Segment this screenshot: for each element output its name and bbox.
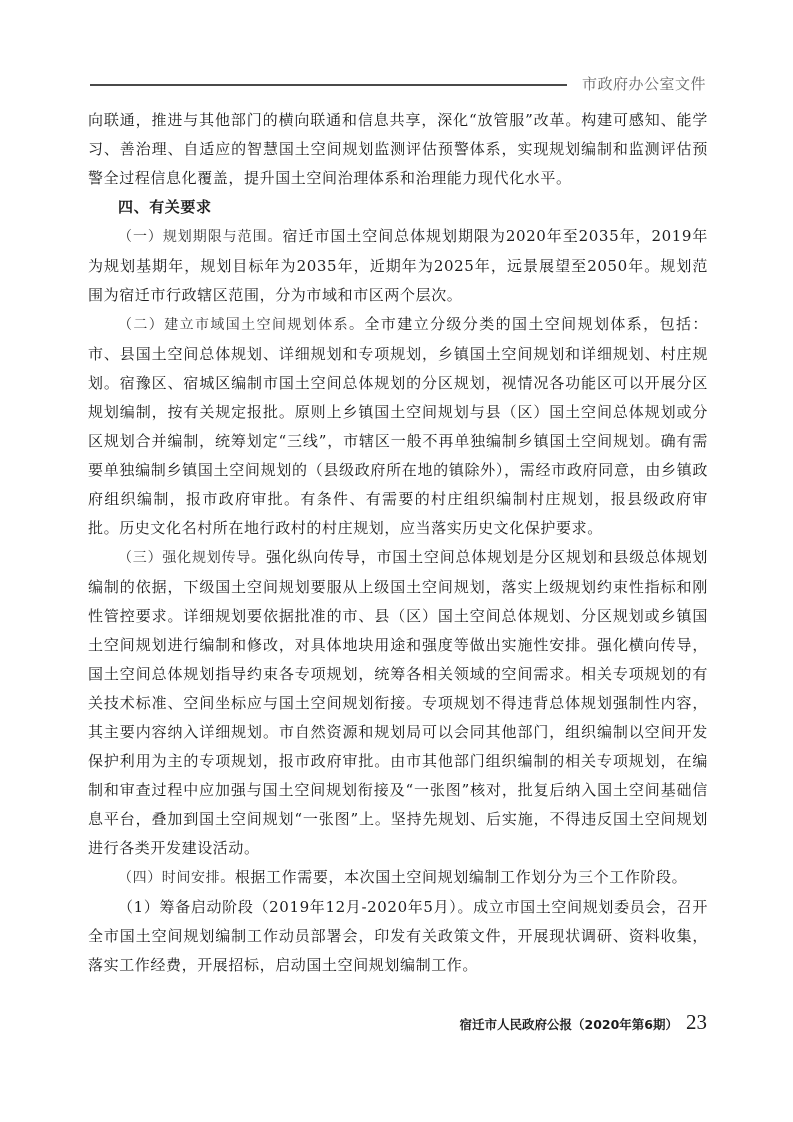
item-label-4: （四）时间安排。 — [118, 870, 235, 886]
item-label-3: （三）强化规划传导。 — [118, 550, 266, 566]
item-paragraph-3 — [88, 543, 708, 863]
item-paragraph-2 — [88, 310, 708, 543]
item-label-2: （二）建立市域国土空间规划体系。 — [118, 317, 365, 333]
header-title: 市政府办公室文件 — [582, 75, 707, 93]
page-footer — [460, 1010, 708, 1035]
document-body — [88, 106, 708, 980]
header-rule — [90, 84, 567, 86]
item-text-3: 强化纵向传导，市国土空间总体规划是分区规划和县级总体规划编制的依据，下级国土空间规划要服从上级国土空间规划，落实上级规划约束性指标和刚性管控要求。详细规划要依据批准的市、县（区）国土空间总体规划、分区规划或乡镇国土空间规划进行编制和修改，对具体地块用途和强度等做出实施性安排。强化横向传导，国土空间总体规划指导约束各专项规划，统筹各相关领域的空间需求。相关专项规划的有关技术标准、空间坐标应与国土空间规划衔接。专项规划不得违背总体规划强制性内容，其主要内容纳入详细规划。市自然资源和规划局可以会同其他部门，组织编制以空间开发保护利用为主的专项规划，报市政府审批。由市其他部门组织编制的相关专项规划，在编制和审查过程中应加强与国土空间规划衔接及“一张图”核对，批复后纳入国土空间基础信息平台，叠加到国土空间规划“一张图”上。坚持先规划、后实施，不得违反国土空间规划进行各类开发建设活动。 — [88, 548, 709, 857]
item-label-1: （一）规划期限与范围。 — [118, 229, 283, 245]
publication-name: 宿迁市人民政府公报（2020年第6期） — [459, 1017, 678, 1032]
page-number: 23 — [686, 1010, 707, 1034]
item-text-1: 宿迁市国土空间总体规划期限为2020年至2035年，2019年为规划基期年，规划目标年为2035年，近期年为2025年，远景展望至2050年。规划范围为宿迁市行政辖区范围，分为市域和市区两个层次。 — [88, 227, 709, 304]
continuation-paragraph: 向联通，推进与其他部门的横向联通和信息共享，深化“放管服”改革。构建可感知、能学习、善治理、自适应的智慧国土空间规划监测评估预警体系，实现规划编制和监测评估预警全过程信息化覆盖，提升国土空间治理体系和治理能力现代化水平。 — [88, 111, 708, 187]
item-paragraph-4 — [88, 863, 708, 893]
item-paragraph-1 — [88, 222, 708, 310]
section-heading: 四、有关要求 — [118, 198, 212, 216]
stage-1-paragraph: （1）筹备启动阶段（2019年12月-2020年5月）。成立市国土空间规划委员会，召开全市国土空间规划编制工作动员部署会，印发有关政策文件，开展现状调研、资料收集，落实工作经费，开展招标，启动国土空间规划编制工作。 — [88, 898, 708, 974]
item-text-4: 根据工作需要，本次国土空间规划编制工作划分为三个工作阶段。 — [234, 868, 688, 886]
item-text-2: 全市建立分级分类的国土空间规划体系，包括：市、县国土空间总体规划、详细规划和专项规划，乡镇国土空间规划和详细规划、村庄规划。宿豫区、宿城区编制市国土空间总体规划的分区规划，视情况各功能区可以开展分区规划编制，按有关规定报批。原则上乡镇国土空间规划与县（区）国土空间总体规划或分区规划合并编制，统筹划定“三线”，市辖区一般不再单独编制乡镇国土空间规划。确有需要单独编制乡镇国土空间规划的（县级政府所在地的镇除外），需经市政府同意，由乡镇政府组织编制，报市政府审批。有条件、有需要的村庄组织编制村庄规划，报县级政府审批。历史文化名村所在地行政村的村庄规划，应当落实历史文化保护要求。 — [88, 315, 708, 537]
